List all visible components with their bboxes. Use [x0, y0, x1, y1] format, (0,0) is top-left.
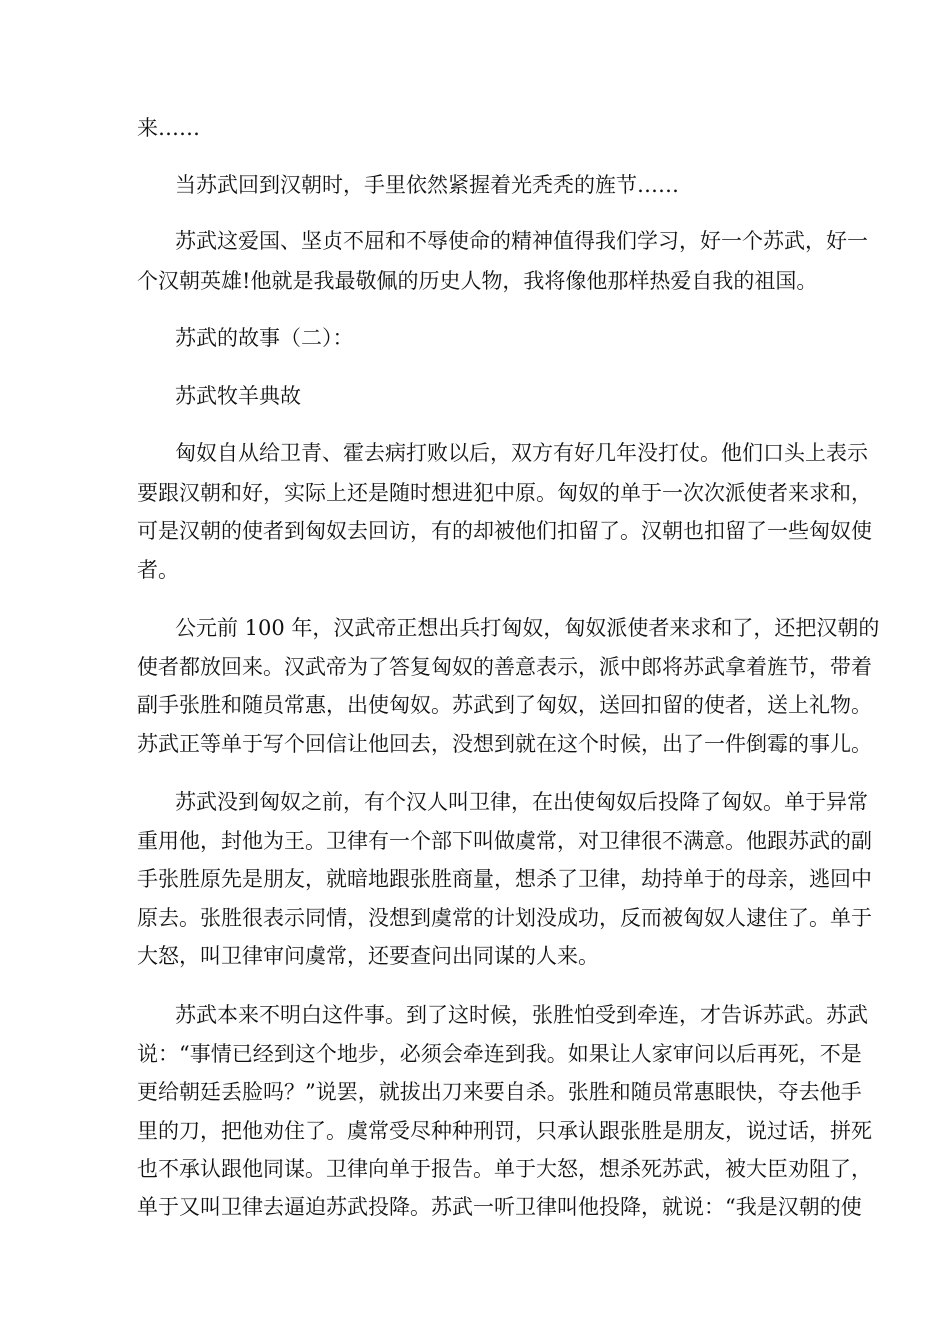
section-subheading: 苏武牧羊典故	[175, 384, 301, 408]
text-line: 副手张胜和随员常惠，出使匈奴。苏武到了匈奴，送回扣留的使者，送上礼物。	[137, 693, 872, 717]
text-line: 苏武这爱国、坚贞不屈和不辱使命的精神值得我们学习，好一个苏武，好一	[175, 229, 868, 253]
text-line: 也不承认跟他同谋。卫律向单于报告。单于大怒，想杀死苏武，被大臣劝阻了，	[137, 1157, 872, 1181]
text-line: 原去。张胜很表示同情，没想到虞常的计划没成功，反而被匈奴人逮住了。单于	[137, 906, 872, 930]
text-line: 要跟汉朝和好，实际上还是随时想进犯中原。匈奴的单于一次次派使者来求和，	[137, 481, 872, 505]
text-line: 苏武正等单于写个回信让他回去，没想到就在这个时候，出了一件倒霉的事儿。	[137, 732, 872, 756]
text-line: 说：“事情已经到这个地步，必须会牵连到我。如果让人家审问以后再死，不是	[137, 1042, 862, 1066]
text-line: 里的刀，把他劝住了。虞常受尽种种刑罚，只承认跟张胜是朋友，说过话，拼死	[137, 1119, 872, 1143]
text-line: 苏武没到匈奴之前，有个汉人叫卫律，在出使匈奴后投降了匈奴。单于异常	[175, 790, 868, 814]
text-line: 匈奴自从给卫青、霍去病打败以后，双方有好几年没打仗。他们口头上表示	[175, 441, 868, 465]
text-line: 大怒，叫卫律审问虞常，还要查问出同谋的人来。	[137, 944, 599, 968]
text-line: 个汉朝英雄!他就是我最敬佩的历史人物，我将像他那样热爱自我的祖国。	[137, 269, 818, 293]
text-line: 来……	[137, 116, 200, 140]
text-line: 当苏武回到汉朝时，手里依然紧握着光秃秃的旌节……	[175, 173, 679, 197]
text-line: 苏武本来不明白这件事。到了这时候，张胜怕受到牵连，才告诉苏武。苏武	[175, 1003, 868, 1027]
text-line: 单于又叫卫律去逼迫苏武投降。苏武一听卫律叫他投降，就说：“我是汉朝的使	[137, 1195, 862, 1219]
text-line: 者。	[137, 558, 179, 582]
text-line: 重用他，封他为王。卫律有一个部下叫做虞常，对卫律很不满意。他跟苏武的副	[137, 829, 872, 853]
text-line: 可是汉朝的使者到匈奴去回访，有的却被他们扣留了。汉朝也扣留了一些匈奴使	[137, 519, 872, 543]
text-line: 公元前 100 年，汉武帝正想出兵打匈奴，匈奴派使者来求和了，还把汉朝的	[175, 616, 880, 640]
text-line: 手张胜原先是朋友，就暗地跟张胜商量，想杀了卫律，劫持单于的母亲，逃回中	[137, 867, 872, 891]
text-line: 使者都放回来。汉武帝为了答复匈奴的善意表示，派中郎将苏武拿着旌节，带着	[137, 655, 872, 679]
section-heading: 苏武的故事（二）：	[175, 326, 354, 350]
text-line: 更给朝廷丢脸吗？”说罢，就拔出刀来要自杀。张胜和随员常惠眼快，夺去他手	[137, 1080, 862, 1104]
